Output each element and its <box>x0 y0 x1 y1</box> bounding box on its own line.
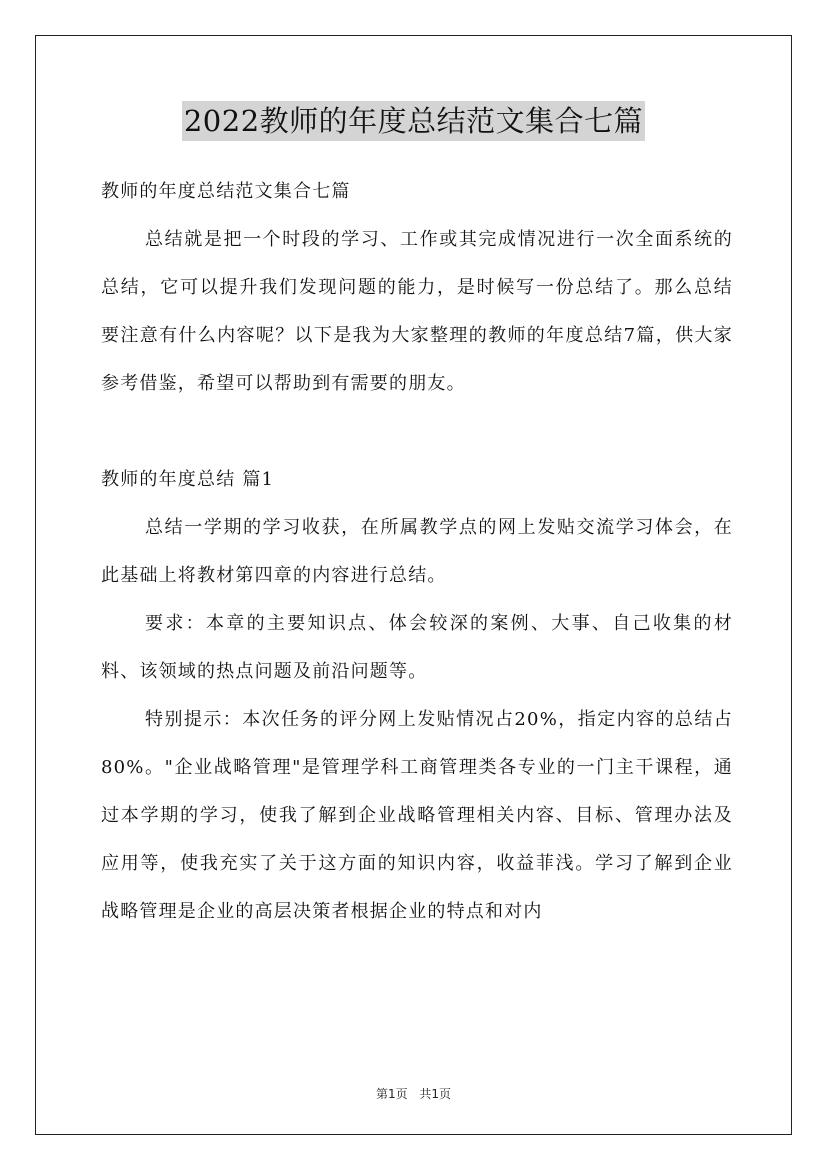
document-body <box>101 168 733 936</box>
document-title-text: 2022教师的年度总结范文集合七篇 <box>182 101 645 141</box>
intro-paragraph: 总结就是把一个时段的学习、工作或其完成情况进行一次全面系统的总结，它可以提升我们发现问题的能力，是时候写一份总结了。那么总结要注意有什么内容呢？以下是我为大家整理的教师的年度总结7篇，供大家参考借鉴，希望可以帮助到有需要的朋友。 <box>101 229 733 394</box>
page-total: 共1页 <box>419 1087 452 1101</box>
body-paragraph: 特别提示：本次任务的评分网上发贴情况占20%，指定内容的总结占80%。"企业战略管理"是管理学科工商管理类各专业的一门主干课程，通过本学期的学习，使我了解到企业战略管理相关内容、目标、管理办法及应用等，使我充实了关于这方面的知识内容，收益菲浅。学习了解到企业战略管理是企业的高层决策者根据企业的特点和对内 <box>101 709 733 922</box>
section-spacer <box>101 408 733 456</box>
subtitle-paragraph: 教师的年度总结范文集合七篇 <box>101 181 351 202</box>
document-title <box>0 101 827 141</box>
page-number: 第1页 <box>375 1087 408 1101</box>
body-paragraph: 要求：本章的主要知识点、体会较深的案例、大事、自己收集的材料、该领域的热点问题及前沿问题等。 <box>101 613 733 682</box>
section-heading: 教师的年度总结 篇1 <box>101 469 275 490</box>
body-paragraph: 总结一学期的学习收获，在所属教学点的网上发贴交流学习体会，在此基础上将教材第四章的内容进行总结。 <box>101 517 733 586</box>
page-footer <box>0 1085 827 1102</box>
